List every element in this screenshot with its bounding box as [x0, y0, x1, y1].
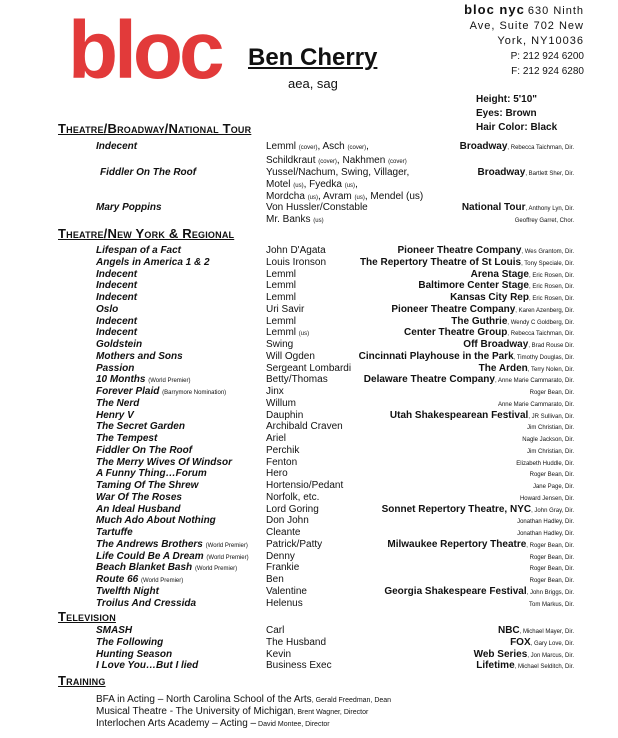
section-heading-theatre-regional: Theatre/New York & Regional [58, 226, 235, 241]
show-title: Indecent [96, 292, 138, 303]
stat-height: Height: 5'10" [476, 94, 538, 105]
credit-row [0, 539, 618, 551]
role-name: Swing [266, 339, 294, 350]
role-name: Sergeant Lombardi [266, 362, 352, 374]
role-name: Denny [266, 550, 295, 562]
director: , Jon Marcus, Dir. [527, 652, 574, 659]
credit-row [0, 574, 618, 586]
role-name: Betty/Thomas [266, 374, 328, 386]
agency-phone: P: 212 924 6200 [510, 51, 584, 62]
role-name: Fenton [266, 456, 298, 468]
director: , Anne Marie Cammarato, Dir. [494, 378, 574, 385]
training-detail: David Montee, Director [256, 721, 330, 728]
venue-cell [476, 660, 574, 673]
role-name: Motel [266, 179, 291, 190]
show-title: Beach Blanket Bash [96, 562, 193, 574]
show-title: Route 66 [96, 574, 139, 585]
role-name-2: , Fyedka [303, 179, 342, 190]
director: Roger Bean, Dir. [529, 578, 574, 584]
show-title: Passion [96, 362, 135, 374]
director: , Terry Nolen, Dir. [527, 366, 574, 373]
show-title-cell [96, 598, 196, 611]
role-name: Uri Savir [266, 303, 305, 315]
director: , Brad Rouse Dir. [528, 343, 574, 349]
venue-name: Center Theatre Group [404, 327, 508, 339]
show-title: Henry V [96, 409, 134, 421]
actor-unions: aea, sag [288, 76, 338, 91]
venue-name: Broadway [459, 141, 508, 152]
director: , Eric Rosen, Dir. [528, 284, 574, 291]
show-title: Forever Plaid [96, 386, 160, 397]
role-name: Lemml [266, 292, 297, 303]
director: , Gary Love, Dir. [530, 640, 574, 647]
role-name: Hero [266, 468, 288, 480]
credit-row [0, 280, 618, 292]
credit-row [0, 468, 618, 480]
director: Roger Bean, Dir. [529, 554, 574, 561]
director: Jonathan Hadley, Dir. [517, 519, 574, 526]
role-name: Lemml [266, 268, 297, 280]
credit-row [0, 167, 618, 179]
venue-name: Utah Shakespearean Festival [389, 409, 529, 421]
director: , Bartlett Sher, Dir. [525, 171, 574, 177]
credit-row [0, 292, 618, 304]
credit-row [0, 649, 618, 661]
show-title: An Ideal Husband [96, 503, 181, 515]
role-name: Yussel/Nachum, Swing, Villager, [266, 167, 410, 178]
role-name: Business Exec [266, 660, 332, 672]
role-name: Frankie [266, 562, 300, 574]
venue-name: Georgia Shakespeare Festival [384, 585, 527, 597]
role-note: (us) [298, 331, 310, 338]
director: , Timothy Douglas, Dir. [513, 354, 574, 361]
show-title: Mary Poppins [96, 202, 162, 213]
title-note: (World Premier) [148, 378, 191, 385]
role-name: Von Hussler/Constable [266, 202, 368, 213]
title-note: (Barrymore Nomination) [162, 390, 227, 396]
director: Jim Christian, Dir. [526, 425, 574, 432]
director: , Anthony Lyn, Dir. [525, 206, 574, 212]
show-title: Fiddler On The Roof [100, 167, 197, 178]
role-name: Kevin [266, 648, 292, 660]
credit-row [0, 327, 618, 339]
venue-name: Cincinnati Playhouse in the Park [358, 350, 514, 362]
venue-name: The Guthrie [451, 315, 508, 327]
role-name: Lemml [266, 315, 297, 327]
title-note: (World Premier) [206, 554, 249, 561]
venue-name: Sonnet Repertory Theatre, NYC [381, 503, 532, 515]
role-name: Cleante [266, 527, 301, 538]
venue-cell [515, 214, 574, 227]
venue-name: NBC [497, 625, 520, 636]
role-name: Don John [266, 515, 309, 527]
role-name: Lemml [266, 280, 297, 292]
role-note-2: (us) [354, 195, 365, 201]
credit-row [0, 527, 618, 539]
training-detail: , Gerald Freedman, Dean [311, 697, 392, 704]
credit-row [0, 155, 618, 167]
credit-row [0, 433, 618, 445]
director: Jonathan Hadley, Dir. [517, 531, 574, 537]
show-title: Fiddler On The Roof [96, 444, 193, 456]
role-name: Norfolk, etc. [266, 491, 320, 503]
role-note-2: (cover) [388, 159, 407, 165]
credit-row [0, 398, 618, 410]
role-name-2: , Nakhmen [336, 155, 386, 166]
venue-name: Milwaukee Repertory Theatre [387, 538, 527, 550]
role-name: Dauphin [266, 409, 304, 421]
role-note: (us) [307, 195, 319, 201]
role-name: Lemml [266, 327, 297, 339]
director: Anne Marie Cammarato, Dir. [497, 401, 574, 408]
venue-cell [460, 141, 574, 154]
role-note-2: (cover) [347, 145, 367, 151]
show-title: 10 Months [96, 374, 146, 386]
director: , JR Sullivan, Dir. [528, 413, 574, 420]
venue-name: Web Series [473, 648, 528, 660]
credit-row [0, 316, 618, 328]
show-title: Angels in America 1 & 2 [96, 256, 210, 268]
credit-row [0, 562, 618, 574]
credit-row [0, 598, 618, 610]
role-name: Willum [266, 397, 296, 409]
role-tail: , [355, 179, 358, 190]
venue-name: Kansas City Rep [450, 292, 529, 303]
agency-name: bloc nyc [464, 2, 525, 17]
role-name: Louis Ironson [266, 256, 327, 268]
role-note: (cover) [318, 159, 337, 165]
role-name: The Husband [266, 636, 327, 648]
show-title: Life Could Be A Dream [96, 550, 204, 562]
credit-row [0, 504, 618, 516]
credit-row [0, 179, 618, 191]
credit-row [0, 214, 618, 226]
title-note: (World Premier) [194, 566, 238, 573]
show-title: The Tempest [96, 433, 158, 444]
venue-name: Baltimore Center Stage [418, 280, 529, 292]
director: , John Gray, Dir. [531, 507, 574, 514]
role-name: Jinx [266, 386, 284, 397]
credit-row [0, 551, 618, 563]
director: Roger Bean, Dir. [529, 472, 574, 479]
show-title: The Following [96, 636, 164, 648]
director: , Wendy C Goldberg, Dir. [507, 319, 574, 326]
director: Jane Page, Dir. [532, 484, 574, 490]
credit-row [0, 245, 618, 257]
show-title: Goldstein [96, 339, 143, 350]
director: Howard Jensen, Dir. [519, 495, 574, 502]
training-detail: , Brent Wagner, Director [293, 709, 369, 716]
credit-row [0, 586, 618, 598]
role-name: John D'Agata [266, 245, 326, 256]
venue-name: Off Broadway [463, 339, 529, 350]
credit-row [0, 363, 618, 375]
agency-address-line-1 [464, 2, 584, 19]
role-name: Mr. Banks [266, 214, 311, 225]
agency-fax: F: 212 924 6280 [511, 66, 584, 77]
show-title: Indecent [96, 327, 138, 339]
show-title: The Andrews Brothers [96, 538, 203, 550]
title-note: (World Premier) [141, 578, 184, 584]
director: Geoffrey Garret, Chor. [514, 218, 574, 224]
role-name: Helenus [266, 597, 303, 609]
role-name: Ben [266, 574, 284, 585]
show-title: The Secret Garden [96, 421, 185, 433]
director: , Tony Speciale, Dir. [521, 260, 574, 267]
venue-name: National Tour [461, 202, 526, 213]
director: , Eric Rosen, Dir. [528, 272, 574, 279]
role-name: Lord Goring [266, 503, 319, 515]
role-name: Archibald Craven [266, 421, 343, 433]
show-title: Twelfth Night [96, 585, 159, 597]
credit-row [0, 410, 618, 422]
stat-eyes: Eyes: Brown [476, 108, 537, 119]
venue-name: Pioneer Theatre Company [397, 245, 522, 256]
role-cell [266, 141, 369, 154]
show-title: Tartuffe [96, 527, 133, 538]
role-name: Schildkraut [266, 155, 316, 166]
training-program: Musical Theatre - The University of Michigan [96, 706, 294, 717]
role-cell [266, 214, 324, 227]
stat-hair: Hair Color: Black [476, 122, 558, 133]
show-title: The Nerd [96, 397, 140, 409]
director: , Karen Azenberg, Dir. [515, 307, 574, 314]
director: Jim Christian, Dir. [526, 448, 574, 455]
credit-row [0, 374, 618, 386]
credit-row [0, 480, 618, 492]
role-tail: , Mendel (us) [364, 191, 424, 202]
venue-name: Delaware Theatre Company [363, 374, 495, 386]
director: Roger Bean, Dir. [529, 566, 574, 573]
director: , Michael Mayer, Dir. [519, 629, 574, 635]
role-tail: , [366, 141, 369, 152]
venue-name: FOX [510, 636, 531, 648]
agency-address-number: 630 Ninth [527, 5, 584, 17]
role-cell [266, 598, 303, 611]
show-title: Indecent [96, 141, 138, 152]
training-item [96, 718, 330, 731]
role-name: Valentine [266, 585, 307, 597]
credit-row [0, 660, 618, 672]
role-name-2: , Avram [318, 191, 352, 202]
director: , Roger Bean, Dir. [526, 542, 574, 549]
director: Tom Markus, Dir. [528, 601, 574, 608]
agency-address-line-2: Ave, Suite 702 New [469, 20, 584, 32]
director: , Eric Rosen, Dir. [528, 296, 574, 302]
role-name: Will Ogden [266, 350, 315, 362]
actor-name: Ben Cherry [248, 44, 378, 71]
show-title: I Love You…But I lied [96, 660, 199, 672]
section-heading-training: Training [58, 673, 106, 688]
director: Nagle Jackson, Dir. [522, 437, 574, 443]
credit-row [0, 421, 618, 433]
training-program: BFA in Acting – North Carolina School of the Arts [96, 694, 312, 705]
role-name: Lemml [266, 141, 297, 152]
credit-row [0, 304, 618, 316]
role-name: Hortensio/Pedant [266, 480, 344, 491]
role-note: (cover) [298, 145, 318, 151]
section-heading-television: Television [58, 609, 116, 624]
show-title: A Funny Thing…Forum [96, 468, 207, 480]
role-note: (us) [293, 183, 304, 189]
role-note: (us) [313, 218, 324, 224]
show-title: The Merry Wives Of Windsor [96, 456, 232, 468]
show-title: SMASH [96, 625, 133, 636]
show-title: Taming Of The Shrew [96, 480, 199, 491]
section-heading-theatre-broadway: Theatre/Broadway/National Tour [58, 121, 252, 136]
director: , Rebecca Taichman, Dir. [507, 331, 574, 338]
credit-row [0, 625, 618, 637]
credit-row [0, 445, 618, 457]
title-note: (World Premier) [205, 542, 248, 549]
show-title: Troilus And Cressida [96, 597, 197, 609]
credit-row [0, 515, 618, 527]
role-note-2: (us) [344, 183, 356, 189]
role-name-2: , Asch [317, 141, 345, 152]
show-title: Indecent [96, 268, 138, 280]
credit-row [0, 202, 618, 214]
venue-name: Arena Stage [470, 268, 529, 280]
show-title: Hunting Season [96, 648, 173, 660]
venue-name: Broadway [477, 167, 526, 178]
credit-row [0, 269, 618, 281]
credit-row [0, 386, 618, 398]
show-title: War Of The Roses [96, 491, 182, 503]
show-title: Mothers and Sons [96, 350, 183, 362]
venue-name: Lifetime [476, 660, 515, 672]
agency-logo: bloc [68, 5, 221, 96]
training-program: Interlochen Arts Academy – Acting – [96, 718, 257, 729]
director: Roger Bean, Dir. [529, 390, 574, 396]
venue-cell [529, 598, 574, 611]
credit-row [0, 492, 618, 504]
credit-row [0, 141, 618, 153]
role-name: Perchik [266, 444, 300, 456]
show-title: Much Ado About Nothing [96, 515, 216, 527]
credit-row [0, 351, 618, 363]
credit-row [0, 637, 618, 649]
role-name: Patrick/Patty [266, 538, 323, 550]
director: , Wes Grantom, Dir. [521, 249, 574, 255]
credit-row [0, 457, 618, 469]
show-title: Oslo [96, 303, 119, 315]
venue-name: The Repertory Theatre of St Louis [359, 256, 522, 268]
credit-row [0, 339, 618, 351]
venue-name: Pioneer Theatre Company [391, 303, 516, 315]
director: , Rebecca Taichman, Dir. [507, 145, 574, 151]
show-title: Indecent [96, 280, 138, 292]
show-title: Indecent [96, 315, 138, 327]
credit-row [0, 257, 618, 269]
director: , Michael Selditch, Dir. [514, 664, 574, 671]
director: Elizabeth Huddle, Dir. [516, 460, 574, 467]
agency-address-line-3: York, NY10036 [497, 35, 584, 47]
role-name: Ariel [266, 433, 287, 444]
venue-name: The Arden [478, 362, 528, 374]
actor-stats [476, 93, 557, 135]
show-title: Lifespan of a Fact [96, 245, 182, 256]
role-name: Carl [266, 625, 285, 636]
role-name: Mordcha [266, 191, 305, 202]
director: , John Briggs, Dir. [526, 589, 574, 596]
agency-contact [464, 2, 584, 79]
